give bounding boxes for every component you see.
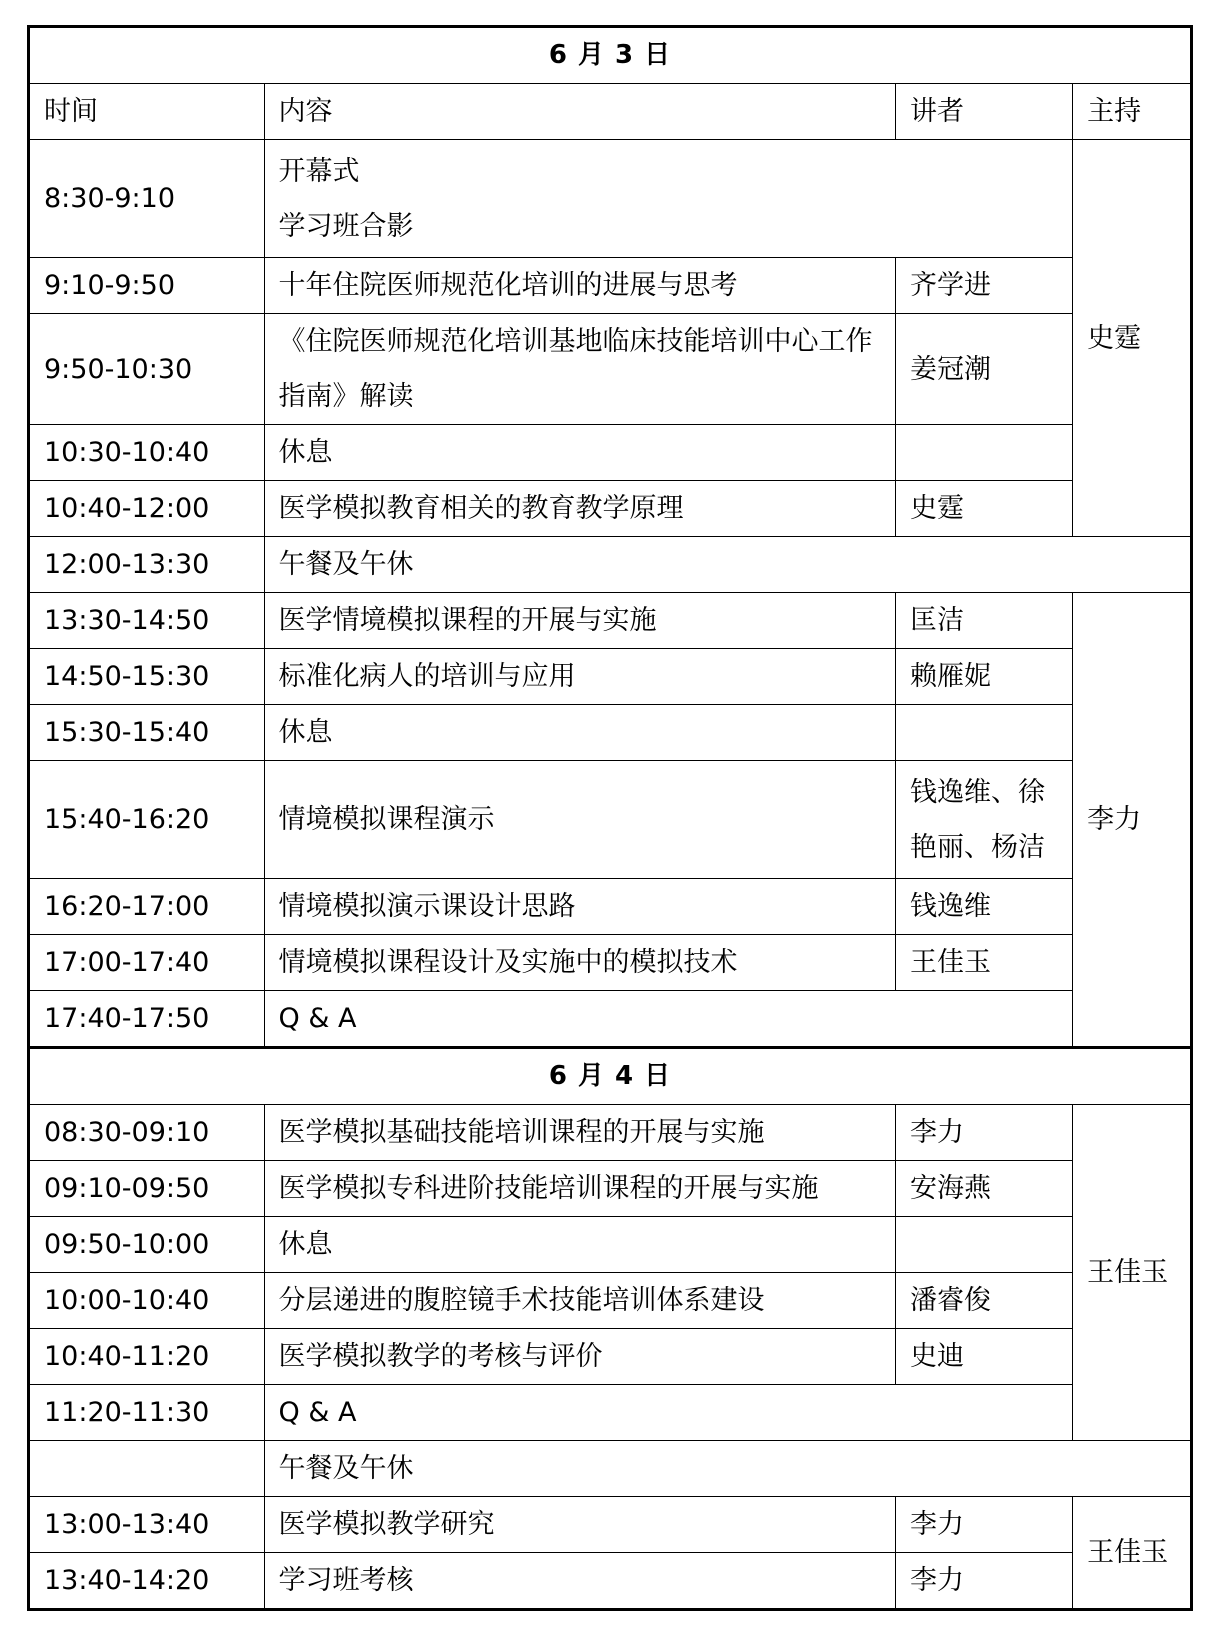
content-cell: 情境模拟课程演示	[264, 761, 896, 879]
content-cell: 《住院医师规范化培训基地临床技能培训中心工作指南》解读	[264, 314, 896, 425]
content-cell	[264, 140, 1073, 258]
speaker-cell: 史霆	[896, 481, 1073, 537]
schedule-table	[27, 25, 1193, 1611]
content-cell: 医学模拟教学研究	[264, 1497, 896, 1553]
table-row	[29, 1273, 1192, 1329]
speaker-cell	[896, 425, 1073, 481]
speaker-cell: 安海燕	[896, 1161, 1073, 1217]
content-cell: 医学模拟专科进阶技能培训课程的开展与实施	[264, 1161, 896, 1217]
time-cell: 10:00-10:40	[29, 1273, 265, 1329]
speaker-cell	[896, 1217, 1073, 1273]
speaker-cell: 钱逸维	[896, 879, 1073, 935]
time-cell: 08:30-09:10	[29, 1105, 265, 1161]
time-cell: 12:00-13:30	[29, 537, 265, 593]
time-cell: 13:30-14:50	[29, 593, 265, 649]
day-header-row	[29, 1048, 1192, 1105]
time-cell: 09:10-09:50	[29, 1161, 265, 1217]
day-title: 6 月 4 日	[29, 1048, 1192, 1105]
speaker-cell: 王佳玉	[896, 935, 1073, 991]
content-cell: 医学模拟教育相关的教育教学原理	[264, 481, 896, 537]
table-row	[29, 314, 1192, 425]
speaker-cell: 姜冠潮	[896, 314, 1073, 425]
table-row	[29, 1161, 1192, 1217]
content-cell: 情境模拟课程设计及实施中的模拟技术	[264, 935, 896, 991]
host-cell: 王佳玉	[1073, 1105, 1192, 1441]
header-content: 内容	[264, 84, 896, 140]
content-cell: Q & A	[264, 1385, 1073, 1441]
table-row	[29, 1329, 1192, 1385]
table-row	[29, 537, 1192, 593]
time-cell: 16:20-17:00	[29, 879, 265, 935]
time-cell: 14:50-15:30	[29, 649, 265, 705]
table-row	[29, 991, 1192, 1048]
time-cell: 13:00-13:40	[29, 1497, 265, 1553]
header-time: 时间	[29, 84, 265, 140]
table-row	[29, 1441, 1192, 1497]
table-row	[29, 879, 1192, 935]
speaker-line: 艳丽、杨洁	[910, 831, 1045, 863]
host-cell: 李力	[1073, 593, 1192, 1048]
time-cell: 09:50-10:00	[29, 1217, 265, 1273]
speaker-cell: 李力	[896, 1105, 1073, 1161]
table-row	[29, 1105, 1192, 1161]
content-cell: 休息	[264, 705, 896, 761]
time-cell: 10:40-11:20	[29, 1329, 265, 1385]
table-row	[29, 1553, 1192, 1610]
speaker-cell: 李力	[896, 1497, 1073, 1553]
speaker-cell	[896, 705, 1073, 761]
speaker-cell: 齐学进	[896, 258, 1073, 314]
table-row	[29, 761, 1192, 879]
content-cell: 学习班考核	[264, 1553, 896, 1610]
time-cell: 9:10-9:50	[29, 258, 265, 314]
table-row	[29, 425, 1192, 481]
content-cell: 休息	[264, 1217, 896, 1273]
content-cell: Q & A	[264, 991, 1073, 1048]
host-cell: 史霆	[1073, 140, 1192, 537]
content-cell: 十年住院医师规范化培训的进展与思考	[264, 258, 896, 314]
table-row	[29, 1385, 1192, 1441]
content-line: 开幕式	[278, 155, 360, 187]
time-cell: 17:40-17:50	[29, 991, 265, 1048]
header-host: 主持	[1073, 84, 1192, 140]
time-cell: 11:20-11:30	[29, 1385, 265, 1441]
content-cell: 午餐及午休	[264, 1441, 1192, 1497]
table-row	[29, 593, 1192, 649]
content-cell: 医学情境模拟课程的开展与实施	[264, 593, 896, 649]
content-cell: 午餐及午休	[264, 537, 1192, 593]
table-row	[29, 705, 1192, 761]
table-row	[29, 258, 1192, 314]
day-title: 6 月 3 日	[29, 27, 1192, 84]
time-cell: 10:30-10:40	[29, 425, 265, 481]
table-row	[29, 649, 1192, 705]
table-row	[29, 935, 1192, 991]
time-cell: 15:30-15:40	[29, 705, 265, 761]
time-cell	[29, 1441, 265, 1497]
content-cell: 情境模拟演示课设计思路	[264, 879, 896, 935]
header-speaker: 讲者	[896, 84, 1073, 140]
speaker-cell: 李力	[896, 1553, 1073, 1610]
content-cell: 休息	[264, 425, 896, 481]
time-cell: 10:40-12:00	[29, 481, 265, 537]
time-cell: 13:40-14:20	[29, 1553, 265, 1610]
speaker-cell	[896, 761, 1073, 879]
speaker-cell: 史迪	[896, 1329, 1073, 1385]
content-cell: 医学模拟基础技能培训课程的开展与实施	[264, 1105, 896, 1161]
speaker-cell: 潘睿俊	[896, 1273, 1073, 1329]
table-row	[29, 1217, 1192, 1273]
content-cell: 分层递进的腹腔镜手术技能培训体系建设	[264, 1273, 896, 1329]
content-cell: 医学模拟教学的考核与评价	[264, 1329, 896, 1385]
speaker-cell: 赖雁妮	[896, 649, 1073, 705]
content-line: 学习班合影	[278, 210, 414, 242]
time-cell: 9:50-10:30	[29, 314, 265, 425]
content-cell: 标准化病人的培训与应用	[264, 649, 896, 705]
time-cell: 8:30-9:10	[29, 140, 265, 258]
table-row	[29, 481, 1192, 537]
table-row	[29, 1497, 1192, 1553]
table-row	[29, 140, 1192, 258]
day-header-row	[29, 27, 1192, 84]
time-cell: 15:40-16:20	[29, 761, 265, 879]
column-header-row	[29, 84, 1192, 140]
host-cell: 王佳玉	[1073, 1497, 1192, 1610]
speaker-line: 钱逸维、徐	[910, 776, 1045, 808]
speaker-cell: 匡洁	[896, 593, 1073, 649]
time-cell: 17:00-17:40	[29, 935, 265, 991]
